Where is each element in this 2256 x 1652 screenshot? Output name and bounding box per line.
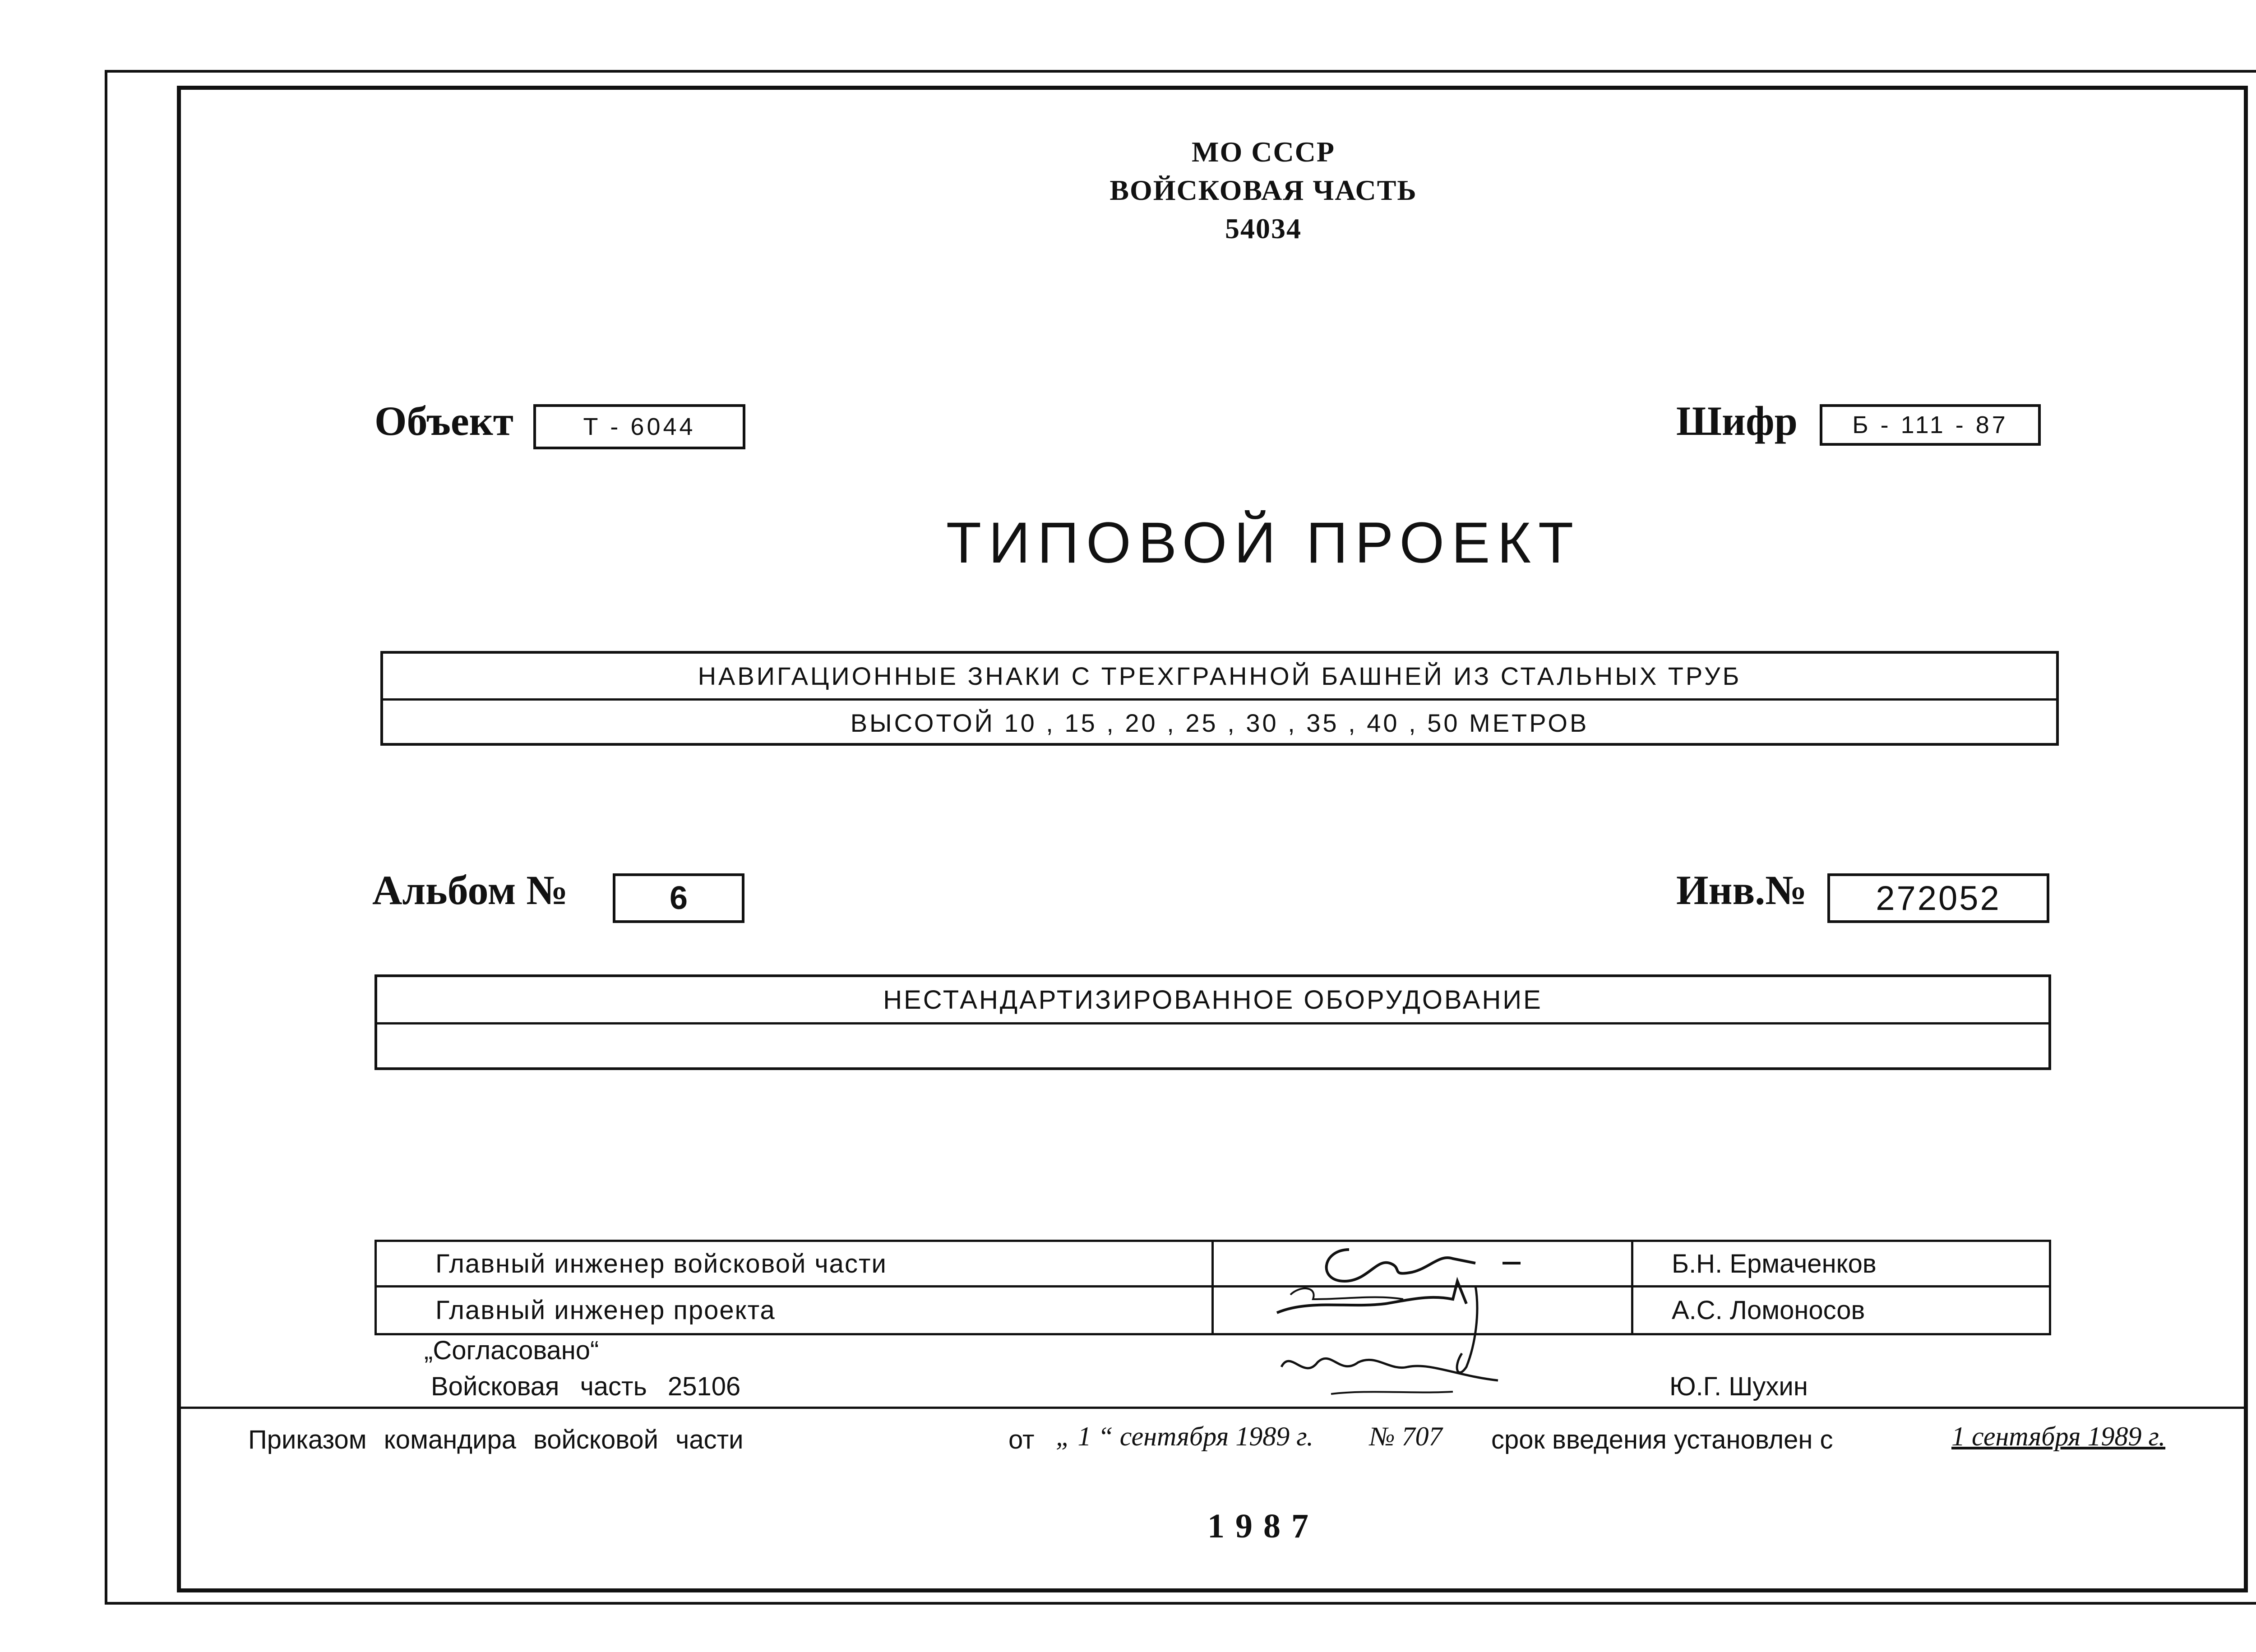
- object-label: Объект: [374, 398, 513, 444]
- inventory-value: 272052: [1876, 879, 2001, 918]
- order-term-text: срок введения установлен с: [1491, 1425, 1833, 1454]
- unit-header: ВОЙСКОВАЯ ЧАСТЬ: [1110, 174, 1417, 206]
- agreed-unit: Войсковая часть 25106: [431, 1372, 741, 1401]
- project-name-line2: ВЫСОТОЙ 10 , 15 , 20 , 25 , 30 , 35 , 40 , 50 МЕТРОВ: [383, 698, 2056, 745]
- album-value: 6: [669, 880, 688, 916]
- document-title: ТИПОВОЙ ПРОЕКТ: [946, 511, 1581, 575]
- cipher-label: Шифр: [1676, 398, 1798, 444]
- object-box: [533, 404, 745, 449]
- column-divider: [1631, 1242, 1633, 1333]
- album-title-empty-row: [377, 1022, 2048, 1070]
- project-name-box: [380, 651, 2059, 746]
- cipher-box: [1820, 404, 2041, 446]
- inventory-label: Инв.№: [1676, 867, 1807, 913]
- order-number: № 707: [1369, 1421, 1442, 1451]
- album-box: [613, 873, 744, 923]
- agreed-label: „Согласовано“: [424, 1336, 599, 1365]
- order-from-prefix: от: [1008, 1425, 1035, 1454]
- signature-table: [374, 1240, 2051, 1335]
- signature-name: А.С. Ломоносов: [1672, 1296, 1865, 1325]
- inventory-box: [1827, 873, 2049, 923]
- column-divider: [1211, 1242, 1214, 1333]
- order-text: Приказом командира войсковой части: [248, 1425, 744, 1454]
- unit-number: 54034: [1225, 212, 1302, 245]
- cipher-value: Б - 111 - 87: [1852, 411, 2008, 438]
- ministry-header: МО СССР: [1192, 136, 1335, 168]
- signature-scribble: [1290, 1288, 1403, 1299]
- signature-name: Б.Н. Ермаченков: [1672, 1249, 1877, 1278]
- order-date: „ 1 “ сентября 1989 г.: [1056, 1421, 1313, 1451]
- order-term-date: 1 сентября 1989 г.: [1951, 1421, 2166, 1451]
- signature-scribble: [1457, 1286, 1477, 1372]
- signature-scribble: [1327, 1250, 1475, 1281]
- separator-line: [177, 1407, 2248, 1409]
- album-title: НЕСТАНДАРТИЗИРОВАННОЕ ОБОРУДОВАНИЕ: [883, 985, 1543, 1015]
- year: 1987: [1207, 1507, 1319, 1545]
- album-title-box: [374, 974, 2051, 1070]
- album-label: Альбом №: [372, 867, 568, 913]
- inner-frame: [177, 86, 2248, 1592]
- signature-role: Главный инженер проекта: [435, 1296, 776, 1325]
- signature-scribble: [1331, 1392, 1453, 1394]
- object-value: Т - 6044: [583, 413, 696, 440]
- handwritten-signatures: [1241, 1232, 1557, 1421]
- project-name-line1: НАВИГАЦИОННЫЕ ЗНАКИ С ТРЕХГРАННОЙ БАШНЕЙ ИЗ СТАЛЬНЫХ ТРУБ: [698, 662, 1742, 690]
- signature-role: Главный инженер войсковой части: [435, 1249, 887, 1278]
- agreed-name: Ю.Г. Шухин: [1669, 1372, 1808, 1401]
